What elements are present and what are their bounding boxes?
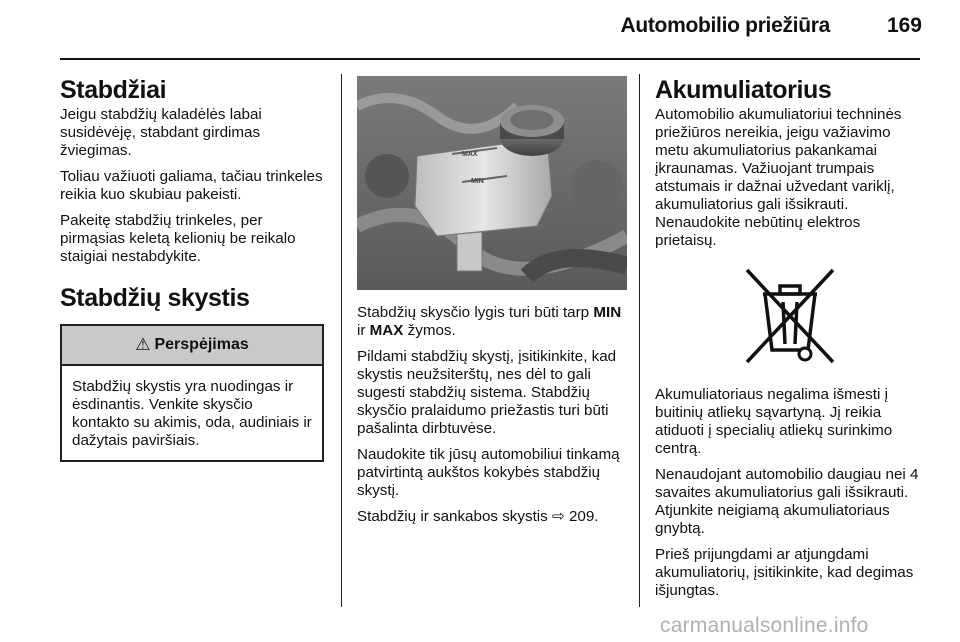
battery-paragraph: Akumuliatoriaus negalima išmesti į buitinių atliekų sąvartyną. Jį reikia atiduoti į specialių atliekų surinkimo centrą. [655,386,893,457]
brake-fluid-reservoir-photo [357,76,627,290]
reference-page[interactable]: 209. [568,508,599,525]
warning-text: Stabdžių skystis yra nuodingas ir ėsdinantis. Venkite skysčio kontakto su akimis, oda, audiniais ir dažytais paviršiais. [72,378,312,449]
arrow-reference-icon: ⇨ [552,508,565,525]
reference-text: Stabdžių ir sankabos skystis [357,508,552,525]
battery-paragraph: Nenaudojant automobilio daugiau nei 4 savaites akumuliatorius gali išsikrauti. Atjunkite neigiamą akumuliatoriaus gnybtą. [655,466,919,537]
crossed-out-wheelie-bin-icon [735,262,845,372]
battery-paragraph: Prieš prijungdami ar atjungdami akumuliatorių, įsitikinkite, kad degimas išjungtas. [655,546,914,599]
header-rule [60,58,920,60]
reservoir-illustration [357,76,627,290]
max-label: MAX [369,322,404,339]
brakes-paragraph: Pakeitę stabdžių trinkeles, per pirmąsias keletą kelionių be reikalo staigiai nestabdykite. [60,212,296,265]
fluid-paragraph: Naudokite tik jūsų automobiliui tinkamą patvirtintą aukštos kokybės stabdžių skystį. [357,446,620,499]
battery-paragraph: Automobilio akumuliatoriui techninės priežiūros nereikia, jeigu važiavimo metu akumuliatorius pakankamai įkraunamas. Važiuojant trumpais atstumais ir dažnai užvedant variklį, akumuliatorius gali išsikrauti. Nenaudokite nebūtinų elektros prietaisų. [655,106,902,249]
brakes-paragraph: Jeigu stabdžių kaladėlės labai susidėvėję, stabdant girdimas žviegimas. [60,106,262,159]
watermark: carmanualsonline.info [660,614,869,637]
warning-title: Perspėjimas [154,336,249,353]
warning-triangle-icon: ⚠ [135,335,151,354]
page-number: 169 [886,14,922,37]
min-mark-label: MIN [471,178,484,185]
brakes-heading: Stabdžiai [60,76,167,104]
cross-reference [357,508,627,526]
warning-header [62,326,322,366]
text-span: ir [357,322,370,339]
middle-column [357,76,627,534]
battery-heading: Akumuliatorius [655,76,832,104]
warning-box [60,324,324,462]
brake-fluid-heading: Stabdžių skystis [60,284,250,312]
fluid-level-paragraph [357,304,627,340]
right-column [655,70,925,608]
fluid-paragraph: Pildami stabdžių skystį, įsitikinkite, kad skystis neužsiterštų, nes dėl to gali sugesti stabdžių sistema. Stabdžių skysčio pralaidumo priežastis turi būti pašalinta dirbtuvėse. [357,348,617,437]
text-span: Stabdžių skysčio lygis turi būti tarp [357,304,594,321]
brakes-paragraph: Toliau važiuoti galiama, tačiau trinkeles reikia kuo skubiau pakeisti. [60,168,323,203]
column-divider-right [639,74,640,607]
page-header-title: Automobilio priežiūra [620,14,830,37]
left-column [60,70,326,462]
max-mark-label: MAX [462,151,478,158]
column-divider-left [341,74,342,607]
text-span: žymos. [403,322,456,339]
min-label: MIN [593,304,622,321]
